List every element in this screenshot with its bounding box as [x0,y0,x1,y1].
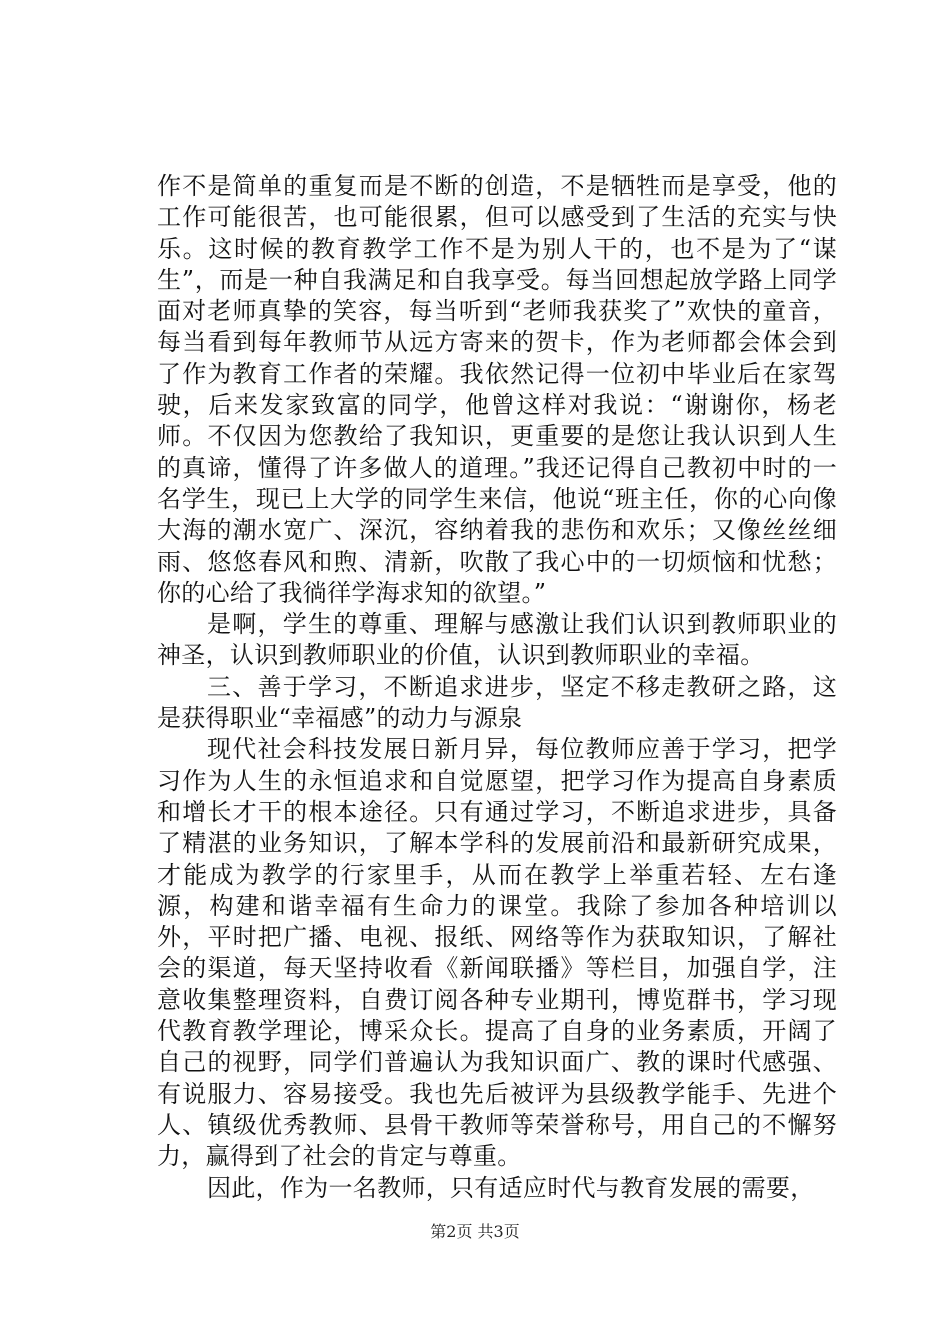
section-heading-3: 三、善于学习，不断追求进步，坚定不移走教研之路，这是获得职业“幸福感”的动力与源泉 [157,672,837,733]
paragraph-4: 现代社会科技发展日新月异，每位教师应善于学习，把学习作为人生的永恒追求和自觉愿望，把学习作为提高自身素质和增长才干的根本途径。只有通过学习，不断追求进步，具备了精湛的业务知识，了解本学科的发展前沿和最新研究成果，才能成为教学的行家里手，从而在教学上举重若轻、左右逢源，构建和谐幸福有生命力的课堂。我除了参加各种培训以外，平时把广播、电视、报纸、网络等作为获取知识，了解社会的渠道，每天坚持收看《新闻联播》等栏目，加强自学，注意收集整理资料，自费订阅各种专业期刊，博览群书，学习现代教育教学理论，博采众长。提高了自身的业务素质，开阔了自己的视野，同学们普遍认为我知识面广、教的课时代感强、有说服力、容易接受。我也先后被评为县级教学能手、先进个人、镇级优秀教师、县骨干教师等荣誉称号，用自己的不懈努力，赢得到了社会的肯定与尊重。 [157,735,837,1171]
paragraph-2: 是啊，学生的尊重、理解与感激让我们认识到教师职业的神圣，认识到教师职业的价值，认识到教师职业的幸福。 [157,610,837,670]
document-body [157,171,837,1204]
paragraph-1: 作不是简单的重复而是不断的创造，不是牺牲而是享受，他的工作可能很苦，也可能很累，但可以感受到了生活的充实与快乐。这时候的教育教学工作不是为别人干的，也不是为了“谋生”，而是一种自我满足和自我享受。每当回想起放学路上同学面对老师真挚的笑容，每当听到“老师我获奖了”欢快的童音，每当看到每年教师节从远方寄来的贺卡，作为老师都会体会到了作为教育工作者的荣耀。我依然记得一位初中毕业后在家驾驶，后来发家致富的同学，他曾这样对我说：“谢谢你，杨老师。不仅因为您教给了我知识，更重要的是您让我认识到人生的真谛，懂得了许多做人的道理。”我还记得自己教初中时的一名学生，现已上大学的同学生来信，他说“班主任，你的心向像大海的潮水宽广、深沉，容纳着我的悲伤和欢乐；又像丝丝细雨、悠悠春风和煦、清新，吹散了我心中的一切烦恼和忧愁；你的心给了我徜徉学海求知的欲望。” [157,172,837,607]
paragraph-5: 因此，作为一名教师，只有适应时代与教育发展的需要， [207,1173,815,1202]
page-footer: 第2页 共3页 [430,1222,520,1241]
